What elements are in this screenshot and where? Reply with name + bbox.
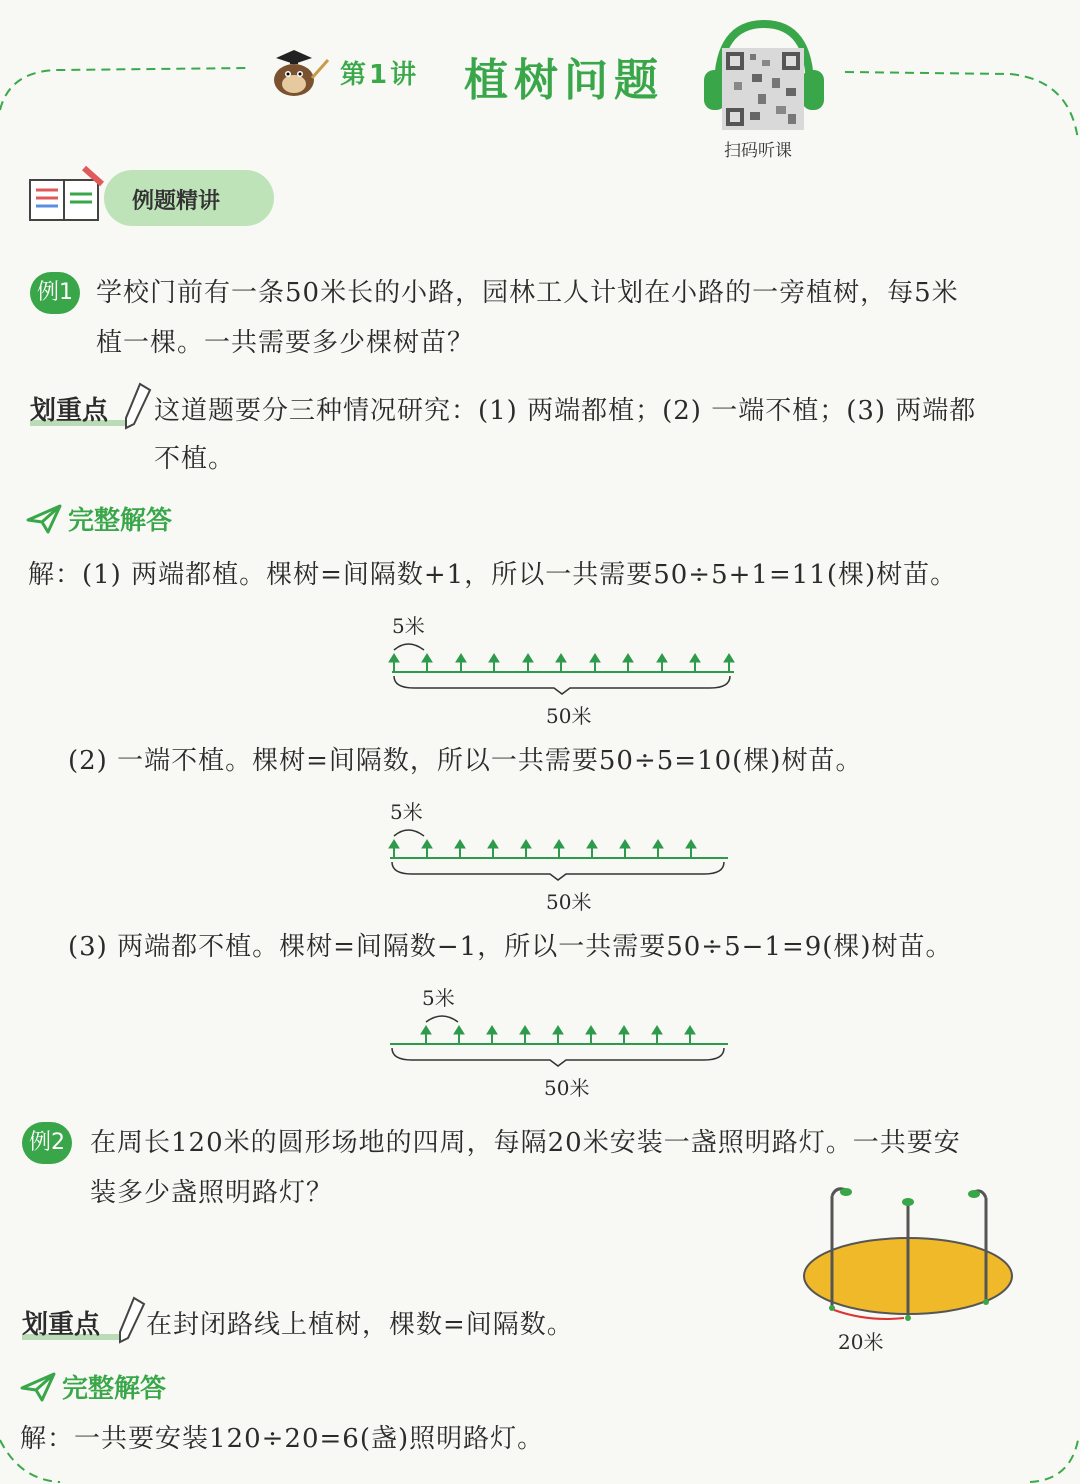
key-point-line2: 不植。 (154, 444, 236, 474)
tree-diagram-2 (384, 822, 744, 882)
example-1-badge: 例1 (30, 272, 80, 314)
section-tag: 例题精讲 (132, 189, 221, 214)
key-point-label-2: 划重点 (22, 1310, 101, 1340)
case-2-text: (2) 一端不植。棵树=间隔数，所以一共需要50÷5=10(棵)树苗。 (68, 746, 863, 776)
figure-distance-label: 20米 (838, 1330, 884, 1354)
example-2-answer: 解：一共要安装120÷20=6(盏)照明路灯。 (20, 1424, 545, 1454)
diagram-3-gap-label: 5米 (422, 986, 455, 1010)
marker-icon (116, 1296, 146, 1344)
send-icon (20, 1372, 56, 1402)
diagram-2-total-label: 50米 (546, 890, 592, 914)
answer-label-2: 完整解答 (62, 1374, 167, 1404)
key-point-line1: 这道题要分三种情况研究：(1) 两端都植；(2) 一端不植；(3) 两端都 (154, 396, 977, 426)
case-1-text: 解：(1) 两端都植。棵树=间隔数+1，所以一共需要50÷5+1=11(棵)树苗。 (28, 560, 958, 590)
notebook-icon (28, 164, 106, 224)
mascot-icon (266, 42, 332, 98)
example-1-question-line2: 植一棵。一共需要多少棵树苗？ (96, 328, 475, 358)
key-point-label: 划重点 (30, 396, 109, 426)
example-1-question-line1: 学校门前有一条50米长的小路，园林工人计划在小路的一旁植树，每5米 (96, 278, 959, 308)
answer-label: 完整解答 (68, 506, 173, 536)
diagram-1-gap-label: 5米 (392, 614, 425, 638)
example-2-question-line2: 装多少盏照明路灯？ (90, 1178, 334, 1208)
lesson-label: 第1讲 (340, 60, 420, 90)
qr-caption: 扫码听课 (724, 141, 792, 161)
page-title: 植树问题 (464, 55, 664, 106)
marker-icon (122, 382, 152, 430)
key-point-2-text: 在封闭路线上植树，棵数=间隔数。 (146, 1310, 574, 1340)
send-icon (26, 504, 62, 534)
diagram-1-total-label: 50米 (546, 704, 592, 728)
example-2-question-line1: 在周长120米的圆形场地的四周，每隔20米安装一盏照明路灯。一共要安 (90, 1128, 961, 1158)
diagram-3-total-label: 50米 (544, 1076, 590, 1100)
example-2-badge: 例2 (22, 1122, 72, 1164)
qr-code[interactable] (722, 48, 804, 130)
circular-field-lamps-figure (798, 1180, 1018, 1330)
diagram-2-gap-label: 5米 (390, 800, 423, 824)
tree-diagram-1 (384, 636, 744, 696)
case-3-text: (3) 两端都不植。棵树=间隔数−1，所以一共需要50÷5−1=9(棵)树苗。 (68, 932, 953, 962)
tree-diagram-3 (384, 1008, 744, 1068)
